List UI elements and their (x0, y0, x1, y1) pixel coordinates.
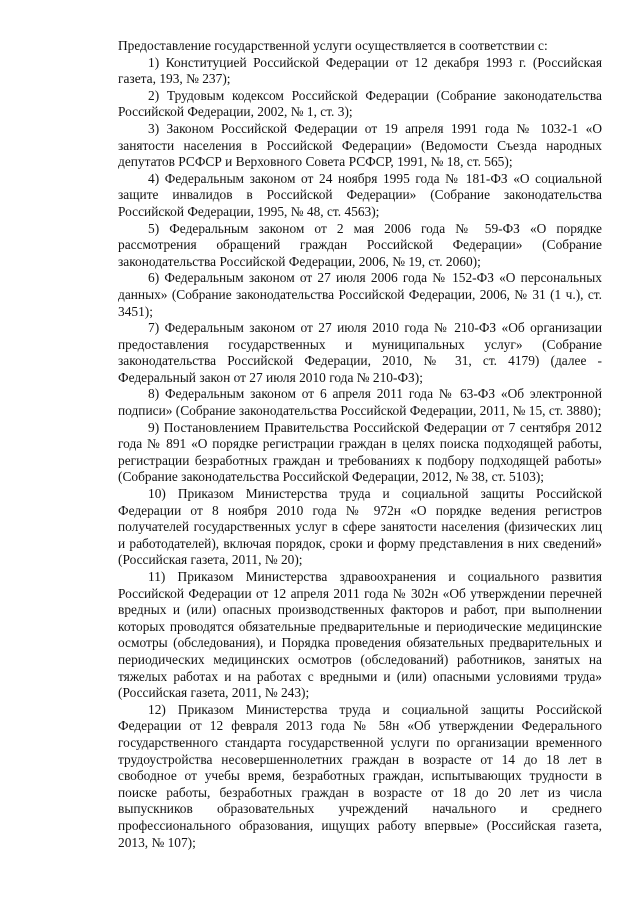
list-item-text: Приказом Министерства труда и социальной защиты Российской Федерации от 8 ноября 2010 года № 972н «О порядке ведения регистров получателей государственных услуг в сфере занятости населения (физических лиц и работодателей), включая порядок, сроки и форму представления в них сведений» (Российская газета, 2011, № 20); (118, 486, 602, 568)
list-item-text: Федеральным законом от 24 ноября 1995 года № 181-ФЗ «О социальной защите инвалидов в Российской Федерации» (Собрание законодательства Российской Федерации, 1995, № 48, ст. 4563); (118, 170, 602, 219)
list-item-text: Трудовым кодексом Российской Федерации (Собрание законодательства Российской Федерации, 2002, № 1, ст. 3); (118, 87, 602, 120)
list-item (118, 121, 602, 171)
list-item-number: 5) (148, 220, 160, 236)
list-item-number: 9) (148, 419, 160, 435)
list-item-number: 8) (148, 386, 160, 402)
list-item-number: 7) (148, 320, 160, 336)
list-item (118, 702, 602, 851)
list-item-text: Конституцией Российской Федерации от 12 декабря 1993 г. (Российская газета, 193, № 237); (118, 54, 602, 87)
list-item-text: Приказом Министерства здравоохранения и социального развития Российской Федерации от 12 апреля 2011 года № 302н «Об утверждении перечней вредных и (или) опасных производственных факторов и работ, при выполнении которых проводятся обязательные предварительные и периодические медицинские осмотры (обследования), и Порядка проведения обязательных предварительных и периодических медицинских осмотров (обследований) работников, занятых на тяжелых работах и на работах с вредными и (или) опасными условиями труда» (Российская газета, 2011, № 243); (118, 569, 602, 701)
list-item-number: 6) (148, 270, 160, 286)
list-item-text: Постановлением Правительства Российской Федерации от 7 сентября 2012 года № 891 «О порядке регистрации граждан в целях поиска подходящей работы, регистрации безработных граждан и требованиях к подбору подходящей работы» (Собрание законодательства Российской Федерации, 2012, № 38, ст. 5103); (118, 419, 602, 485)
list-item-text: Приказом Министерства труда и социальной защиты Российской Федерации от 12 февраля 2013 года № 58н «Об утверждении Федерального государственного стандарта государственной услуги по организации временного трудоустройства несовершеннолетних граждан в возрасте от 14 до 18 лет в свободное от учебы время, безработных граждан, испытывающих трудности в поиске работы, безработных граждан в возрасте от 18 до 20 лет из числа выпускников образовательных учреждений начального и среднего профессионального образования, ищущих работу впервые» (Российская газета, 2013, № 107); (118, 701, 602, 850)
list-item-text: Федеральным законом от 27 июля 2006 года № 152-ФЗ «О персональных данных» (Собрание законодательства Российской Федерации, 2006, № 31 (1 ч.), ст. 3451); (118, 270, 602, 319)
list-item-number: 12) (148, 701, 166, 717)
list-item (118, 386, 602, 419)
list-item-number: 11) (148, 569, 166, 584)
intro-text: Предоставление государственной услуги осуществляется в соответствии с: (118, 38, 548, 53)
list-item-number: 2) (148, 87, 160, 103)
list-item-number: 1) (148, 54, 160, 70)
list-item (118, 486, 602, 569)
list-item (118, 320, 602, 386)
list-item-number: 3) (148, 120, 160, 136)
list-item (118, 55, 602, 88)
list-item-number: 10) (148, 486, 166, 502)
list-item (118, 221, 602, 271)
list-item (118, 569, 602, 702)
list-item-text: Федеральным законом от 2 мая 2006 года № 59-ФЗ «О порядке рассмотрения обращений граждан Российской Федерации» (Собрание законодательства Российской Федерации, 2006, № 19, ст. 2060); (118, 220, 602, 269)
list-item (118, 420, 602, 486)
list-item-text: Федеральным законом от 27 июля 2010 года № 210-ФЗ «Об организации предоставления государственных и муниципальных услуг» (Собрание законодательства Российской Федерации, 2010, № 31, ст. 4179) (далее - Федеральный закон от 27 июля 2010 года № 210-ФЗ); (118, 320, 602, 385)
list-item-text: Федеральным законом от 6 апреля 2011 года № 63-ФЗ «Об электронной подписи» (Собрание законодательства Российской Федерации, 2011, № 15, ст. 3880); (118, 386, 602, 419)
list-item (118, 88, 602, 121)
list-item (118, 270, 602, 320)
list-item (118, 171, 602, 221)
list-item-text: Законом Российской Федерации от 19 апреля 1991 года № 1032-1 «О занятости населения в Российской Федерации» (Ведомости Съезда народных депутатов РСФСР и Верховного Совета РСФСР, 1991, № 18, ст. 565); (118, 120, 602, 170)
intro-paragraph (118, 38, 602, 55)
list-item-number: 4) (148, 170, 160, 186)
document-page (118, 38, 602, 851)
